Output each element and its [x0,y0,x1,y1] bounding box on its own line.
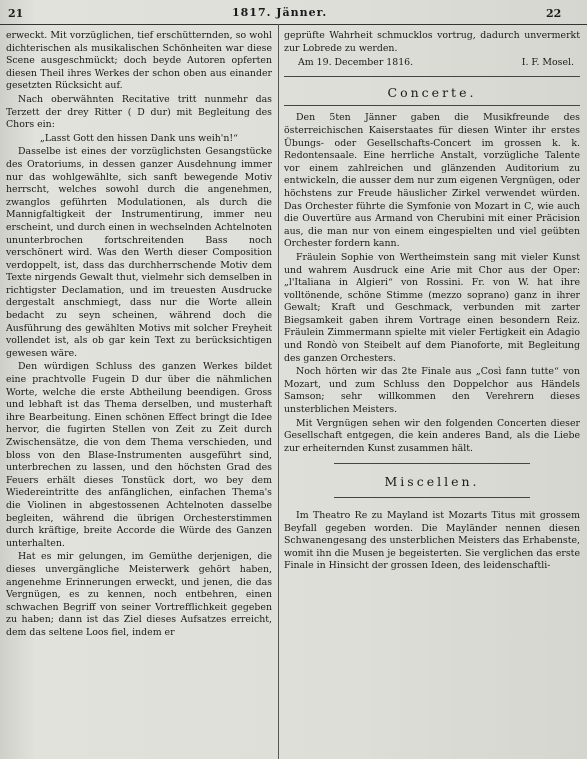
left-column [6,30,272,641]
author-signature: I. F. Mosel. [521,57,574,69]
date-line: Am 19. December 1816. [298,57,414,69]
section-heading-concerte: Concerte. [387,84,477,100]
header-title: 1817. Jänner. [232,6,328,19]
section-short-rule [334,463,530,464]
header-rule [0,24,587,25]
left-paragraph: Den würdigen Schluss des ganzen Werkes bildet eine prachtvolle Fugein D dur über die nähmlichen Worte, welche die erste Abtheilung beendigen. Gross und lebhaft ist das Thema derselben, und musterhaft ihre Bearbeitung. Einen schönen Effect bringt die Idee hervor, die fugirten Stellen von Zeit zu Zeit durch Zwischensätze, die von dem Thema verschieden, und bloss von den Blase-Instrumenten ausgeführt sind, unterbrechen zu lassen, und den höchsten Grad des Feuers erhält dieses Tonstück dort, wo bey dem Wiedereintritte des anfänglichen, einfachen Thema's die Violinen in abgestossenen Achtelnoten dasselbe begleiten, während die übrigen Orchesterstimmen durch kräftige, breite Accorde die Würde des Ganzen unterhalten. [6,361,272,549]
page-number-right: 22 [546,7,562,20]
section-heading-miscellen: Miscellen. [384,474,480,490]
miscellen-paragraph: Im Theatro Re zu Mayland ist Mozarts Titus mit grossem Beyfall gegeben worden. Die Mayländer nennen diesen Schwanengesang des unsterblichen Meisters das Erhabenste, womit ihn die Musen je begeisterten. Sie verglichen das erste Finale in Hinsicht der grossen Ideen, des leidenschaftli- [284,510,580,572]
section-short-rule [334,497,530,498]
left-paragraph: Nach oberwähnten Recitative tritt nunmehr das Terzett der drey Ritter ( D dur) mit Begleitung des Chors ein: [6,93,272,131]
section-rule [284,76,580,77]
concert-paragraph: Noch hörten wir das 2te Finale aus „Così fann tutte“ von Mozart, und zum Schluss den Doppelchor aus Händels Samson; sehr willkommen den Verehrern dieses unsterblichen Meisters. [284,366,580,416]
concert-paragraph: Mit Vergnügen sehen wir den folgenden Concerten dieser Gesellschaft entgegen, die kein anderes Band, als die Liebe zur erheiternden Kunst zusammen hält. [284,417,580,454]
concert-paragraph: Fräulein Sophie von Wertheimstein sang mit vieler Kunst und wahrem Ausdruck eine Arie mit Chor aus der Oper: „l'Italiana in Algieri“ von Rossini. Fr. von W. hat ihre volltönende, schöne Stimme (mezzo soprano) ganz in ihrer Gewalt; Kraft und Geschmack, verbunden mit zarter Biegsamkeit gaben ihrem Vortrage einen besondern Reiz. Fräulein Zimmermann spielte mit vieler Fertigkeit ein Adagio und Rondò von Steibelt auf dem Pianoforte, mit Begleitung des ganzen Orchesters. [284,251,580,364]
right-intro-paragraph: geprüfte Wahrheit schmucklos vortrug, dadurch unvermerkt zur Lobrede zu werden. [284,30,580,54]
left-paragraph: Hat es mir gelungen, im Gemüthe derjenigen, die dieses unvergängliche Meisterwerk gehört haben, angenehme Erinnerungen erweckt, und jenen, die das Vergnügen, es zu kennen, noch entbehren, einen schwachen Begriff von seiner Vortrefflichkeit gegeben zu haben; dann ist das Ziel dieses Aufsatzes erreicht, dem das seltene Loos fiel, indem er [6,551,272,638]
concert-paragraph: Den 5ten Jänner gaben die Musikfreunde des österreichischen Kaiserstaates für diesen Winter ihr erstes Übungs- oder Gesellschafts-Concert im grossen k. k. Redontensaale. Eine herrliche Anstalt, vorzügliche Talente vor einem zahlreichen und glänzenden Auditorium zu entwickeln, die ausser dem nur zum eigenen Vergnügen, oder höchstens zur Freude häuslicher Zirkel verwendet würden. Das Orchester führte die Symfonie von Mozart in C, wie auch die Ouvertüre aus Armand von Cherubini mit einer Präcision aus, die man nur von einem eingespielten und viel geübten Orchester fordern kann. [284,112,580,250]
section-rule [284,105,580,106]
page-header [0,6,587,24]
column-divider [278,24,279,759]
right-column [284,30,580,574]
left-paragraph: Dasselbe ist eines der vorzüglichsten Gesangstücke des Oratoriums, in dessen ganzer Ausdehnung immer nur das wohlgewählte, sich sanft bewegende Motiv herrscht, welches sowohl durch die angenehmen, zwanglos geführten Modulationen, als durch die Mannigfaltigkeit der Instrumentirung, immer neu erscheint, und durch einen in wechselnden Achtelnoten ununterbrochen fortschreitenden Bass noch verschönert wird. Was den Werth dieser Composition verdoppelt, ist, dass das durchherrschende Motiv dem Texte nirgends Gewalt thut, vielmehr sich demselben in richtigster Declamation, und im treuesten Ausdrucke dergestalt anschmiegt, dass nur die Worte allein bedacht zu seyn scheinen, während doch die Ausführung des gewählten Motivs mit solcher Freyheit vollendet ist, als ob gar kein Text zu berücksichtigen gewesen wäre. [6,146,272,359]
signature-line [284,57,580,70]
quoted-line: „Lasst Gott den hissen Dank uns weih'n!“ [40,132,238,144]
left-paragraph: erweckt. Mit vorzüglichen, tief erschütternden, so wohl dichterischen als musikalischen Schönheiten war diese Scene ausgeschmückt; doch beyde Autoren opferten diesen Theil ihres Werkes der schon oben aus einander gesetzten Rücksicht auf. [6,30,272,92]
page-number-left: 21 [8,7,24,20]
